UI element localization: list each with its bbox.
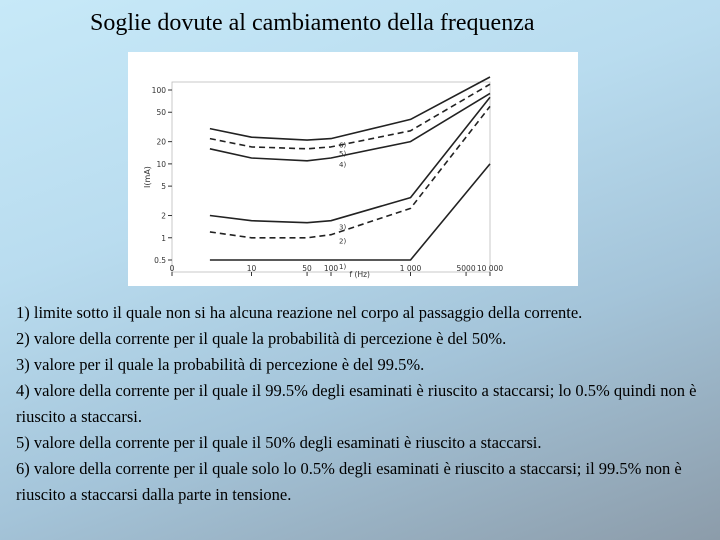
note-6: 6) valore della corrente per il quale solo lo 0.5% degli esaminati è riuscito a staccarsi; il 99.5% non è riuscito a staccarsi dalla parte in tensione. [16, 459, 682, 504]
series-label-5: 5) [339, 149, 347, 158]
y-axis-label: I(mA) [143, 166, 152, 188]
note-1: 1) limite sotto il quale non si ha alcuna reazione nel corpo al passaggio della corrente. [16, 303, 583, 322]
note-4: 4) valore della corrente per il quale il 99.5% degli esaminati è riuscito a staccarsi; lo 0.5% quindi non è riuscito a staccarsi. [16, 381, 697, 426]
note-2: 2) valore della corrente per il quale la probabilità di percezione è del 50%. [16, 329, 507, 348]
x-tick-label-4: 1 000 [399, 264, 422, 273]
series-label-3: 3) [339, 223, 347, 232]
chart-axes [152, 86, 504, 276]
chart-labels [143, 142, 370, 279]
frequency-threshold-chart [128, 52, 578, 286]
y-tick-label-5: 20 [156, 137, 166, 147]
x-tick-label-5: 5000 [456, 264, 476, 273]
y-tick-label-0: 0.5 [154, 256, 166, 265]
series-label-4: 4) [339, 161, 347, 170]
series-line-5 [210, 84, 490, 149]
y-tick-label-6: 50 [156, 108, 166, 118]
x-tick-label-3: 100 [323, 264, 339, 273]
y-tick-label-7: 100 [151, 86, 166, 95]
y-tick-label-1: 1 [161, 233, 166, 243]
series-line-3 [210, 97, 490, 223]
chart-svg [128, 52, 578, 286]
note-5: 5) valore della corrente per il quale il 50% degli esaminati è riuscito a staccarsi. [16, 433, 542, 452]
legend-notes [16, 300, 712, 508]
series-line-6 [210, 77, 490, 140]
y-tick-label-2: 2 [161, 211, 166, 221]
series-line-2 [210, 106, 490, 237]
series-line-1 [210, 164, 490, 260]
slide-title: Soglie dovute al cambiamento della frequenza [90, 10, 535, 36]
series-label-1: 1) [339, 263, 347, 271]
y-tick-label-3: 5 [161, 182, 166, 192]
y-tick-label-4: 10 [156, 159, 166, 169]
x-tick-label-6: 10 000 [476, 264, 504, 273]
chart-series [210, 77, 490, 260]
note-3: 3) valore per il quale la probabilità di percezione è del 99.5%. [16, 355, 425, 374]
series-label-2: 2) [339, 237, 347, 246]
x-tick-label-0: 0 [169, 264, 175, 273]
series-label-6: 6) [339, 141, 347, 150]
x-tick-label-2: 50 [302, 264, 312, 273]
x-tick-label-1: 10 [246, 264, 257, 273]
x-axis-label: f (Hz) [349, 270, 370, 279]
